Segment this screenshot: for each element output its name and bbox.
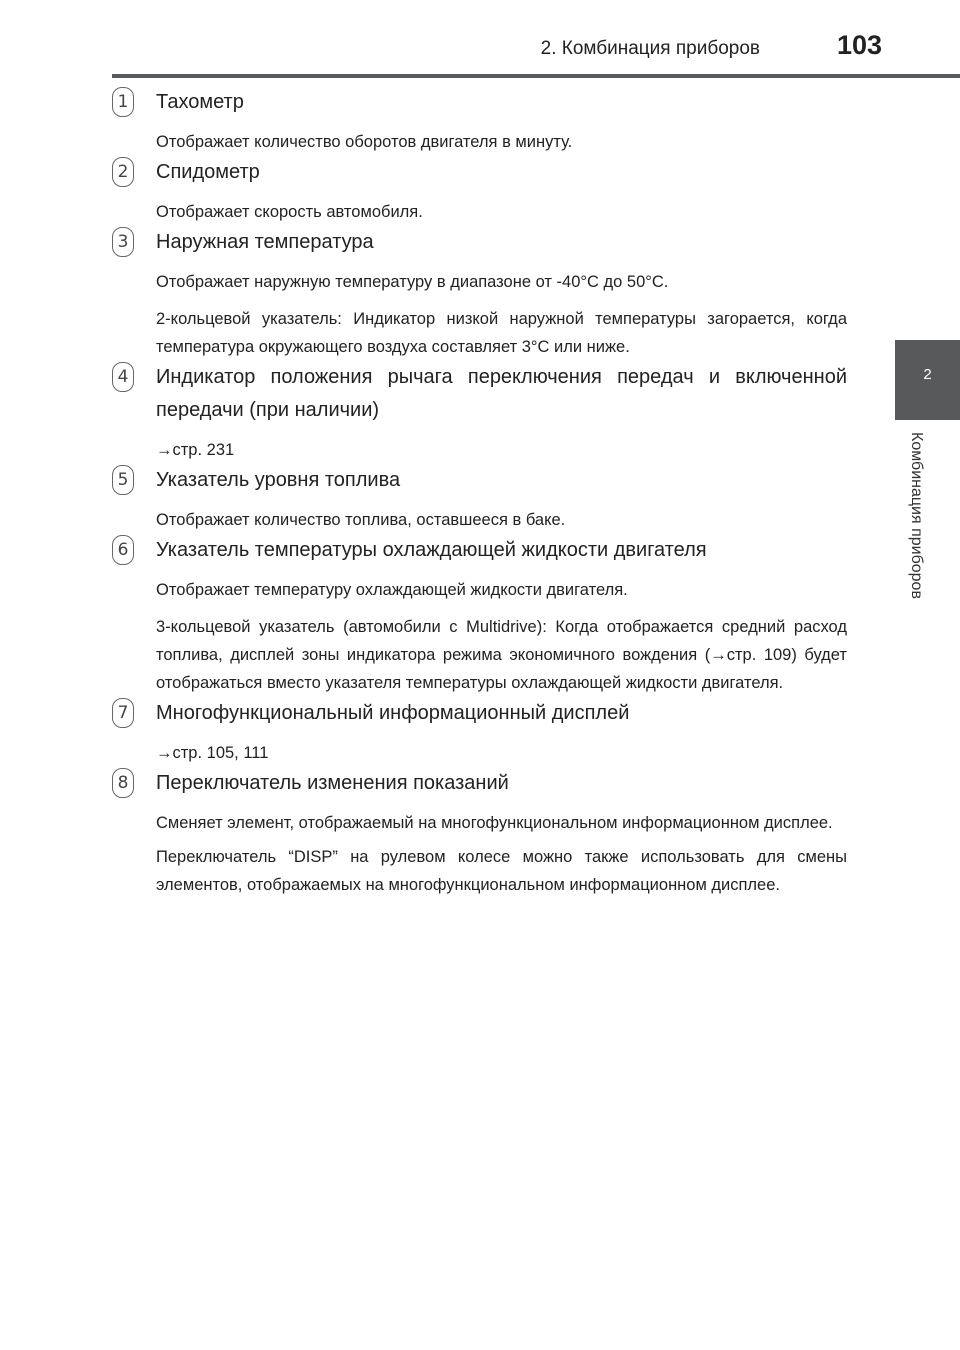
page-reference-link[interactable]: →стр. 231 — [156, 441, 235, 459]
item-5 — [112, 464, 847, 534]
item-title: Переключатель изменения показаний — [156, 772, 509, 794]
item-title: Спидометр — [156, 161, 260, 183]
item-description: 2-кольцевой указатель: Индикатор низкой наружной температуры загорается, когда температура окружающего воздуха составляет 3°C или ниже. — [156, 310, 847, 356]
item-number-badge: 5 — [112, 465, 134, 495]
item-1 — [112, 86, 847, 156]
item-number-badge: 1 — [112, 87, 134, 117]
item-number-badge: 2 — [112, 157, 134, 187]
item-number-badge: 7 — [112, 698, 134, 728]
section-tab: 2 — [895, 340, 960, 420]
header-rule — [112, 74, 960, 78]
item-description: Отображает скорость автомобиля. — [156, 203, 423, 221]
item-title: Многофункциональный информационный дисплей — [156, 702, 630, 724]
section-tab-label: Комбинация приборов — [908, 432, 925, 599]
page-number: 103 — [836, 30, 882, 60]
item-4 — [112, 361, 847, 464]
page-reference-link[interactable]: →стр. 105, 111 — [156, 744, 269, 762]
item-number-badge: 8 — [112, 768, 134, 798]
item-description: 3-кольцевой указатель (автомобили с Multidrive): Когда отображается средний расход топлива, дисплей зоны индикатора режима экономичного вождения (→стр. 109) будет отображаться вместо указателя температуры охлаждающей жидкости двигателя. — [156, 618, 847, 692]
item-description: Отображает наружную температуру в диапазоне от -40°C до 50°C. — [156, 273, 669, 291]
page-header-title: 2. Комбинация приборов — [540, 38, 760, 59]
item-list — [112, 86, 847, 899]
item-6 — [112, 534, 847, 697]
item-number-badge: 6 — [112, 535, 134, 565]
item-description: Отображает количество оборотов двигателя в минуту. — [156, 133, 573, 151]
item-2 — [112, 156, 847, 226]
item-3 — [112, 226, 847, 361]
item-title: Тахометр — [156, 91, 244, 113]
item-title: Индикатор положения рычага переключения передач и включенной передачи (при наличии) — [156, 366, 847, 421]
item-number-badge: 3 — [112, 227, 134, 257]
item-title: Указатель температуры охлаждающей жидкости двигателя — [156, 539, 707, 561]
item-title: Указатель уровня топлива — [156, 469, 401, 491]
item-description: Отображает температуру охлаждающей жидкости двигателя. — [156, 581, 628, 599]
item-number-badge: 4 — [112, 362, 134, 392]
item-description: Переключатель “DISP” на рулевом колесе можно также использовать для смены элементов, отображаемых на многофункциональном информационном дисплее. — [156, 848, 847, 894]
item-description: Сменяет элемент, отображаемый на многофункциональном информационном дисплее. — [156, 814, 833, 832]
item-8 — [112, 767, 847, 899]
item-title: Наружная температура — [156, 231, 374, 253]
item-7 — [112, 697, 847, 767]
item-description: Отображает количество топлива, оставшееся в баке. — [156, 511, 566, 529]
